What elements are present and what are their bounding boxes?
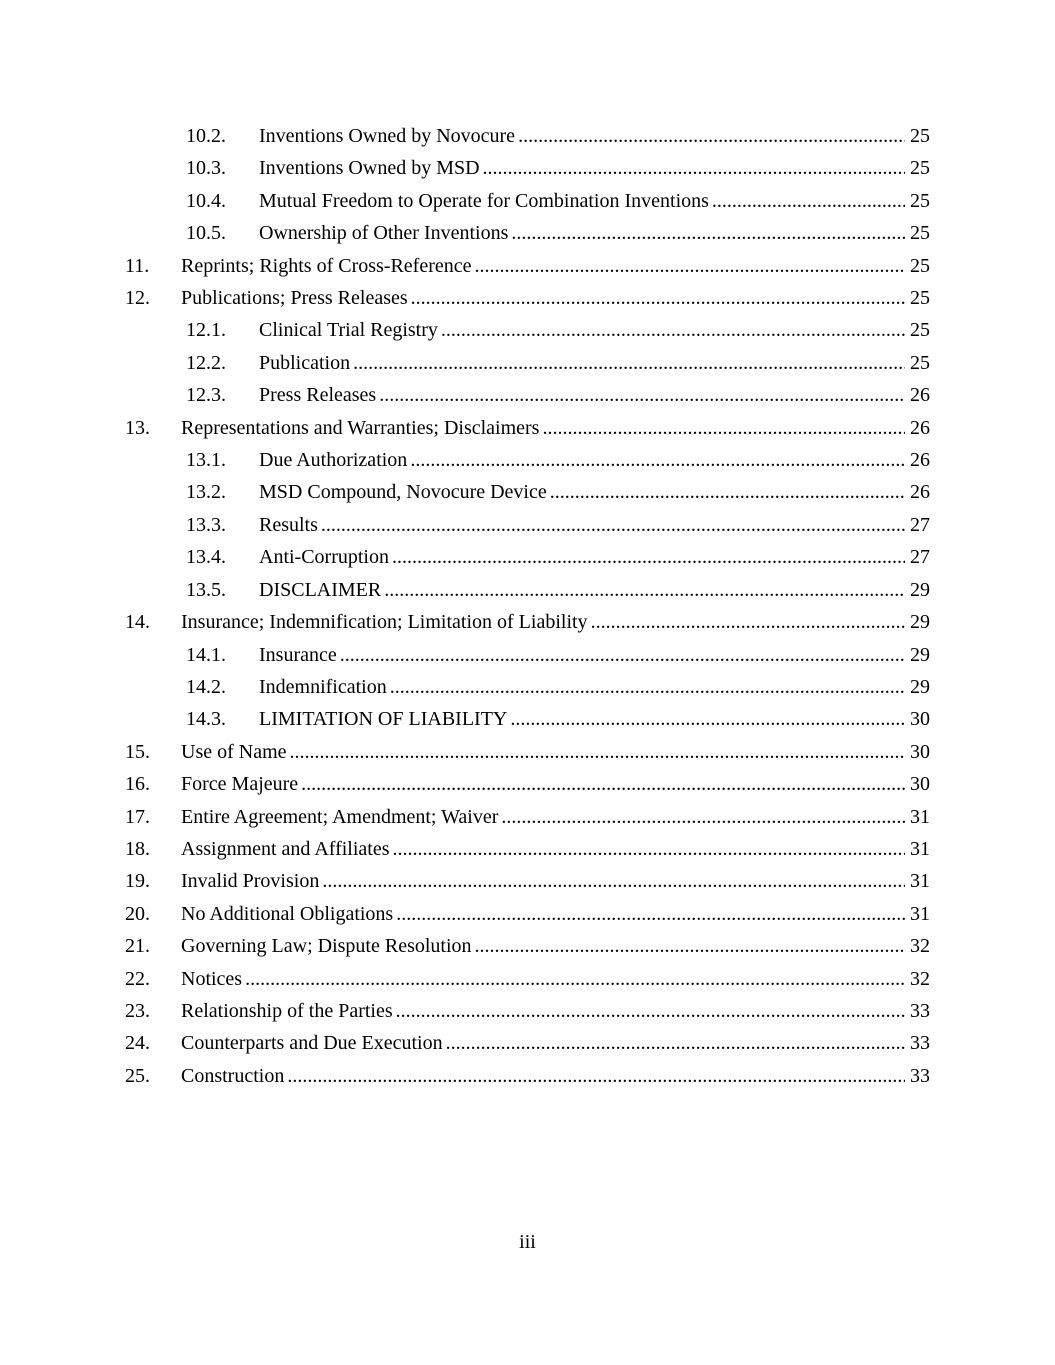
toc-entry-number: 10.4. <box>186 189 226 212</box>
toc-dot-leader <box>518 120 905 152</box>
toc-entry-page: 27 <box>910 546 930 569</box>
toc-entry-number: 14. <box>125 611 150 634</box>
toc-entry-number: 10.2. <box>186 125 226 147</box>
toc-dot-leader <box>510 703 905 735</box>
toc-entry-title: Indemnification <box>259 675 387 698</box>
toc-entry <box>125 444 930 476</box>
toc-entry-page: 33 <box>910 1064 930 1087</box>
toc-entry <box>125 671 930 703</box>
toc-dot-leader <box>475 250 906 282</box>
toc-dot-leader <box>396 995 905 1027</box>
toc-entry-title: Ownership of Other Inventions <box>259 222 509 245</box>
toc-entry-number: 12.2. <box>186 351 226 374</box>
toc-entry-page: 27 <box>910 513 930 536</box>
toc-dot-leader <box>392 541 905 573</box>
toc-entry-page: 26 <box>910 449 930 472</box>
toc-entry <box>125 541 930 573</box>
toc-entry-number: 10.5. <box>186 222 226 245</box>
toc-entry-number: 18. <box>125 837 150 860</box>
toc-entry-number: 11. <box>125 254 150 277</box>
toc-entry-title: Notices <box>181 967 243 990</box>
toc-dot-leader <box>483 152 905 184</box>
toc-entry <box>125 898 930 930</box>
toc-entry <box>125 347 930 379</box>
toc-entry-page: 25 <box>910 319 930 342</box>
toc-entry-title: Reprints; Rights of Cross-Reference <box>181 254 472 277</box>
toc-entry-number: 10.3. <box>186 157 226 180</box>
toc-entry <box>125 379 930 411</box>
toc-entry <box>125 768 930 800</box>
toc-entry <box>125 412 930 444</box>
toc-entry-page: 29 <box>910 611 930 634</box>
toc-dot-leader <box>475 930 905 962</box>
toc-entry-title: Insurance <box>259 643 337 666</box>
toc-dot-leader <box>542 412 905 444</box>
toc-dot-leader <box>501 801 905 833</box>
toc-dot-leader <box>321 509 905 541</box>
toc-dot-leader <box>322 865 905 897</box>
toc-entry-page: 25 <box>910 351 930 374</box>
toc-dot-leader <box>384 574 905 606</box>
toc-entry-title: Mutual Freedom to Operate for Combination Inventions <box>259 189 709 212</box>
toc-entry-number: 13.4. <box>186 546 226 569</box>
toc-entry-number: 13. <box>125 416 150 439</box>
toc-entry-number: 12. <box>125 287 150 310</box>
toc-entry <box>125 1027 930 1059</box>
toc-entry <box>125 1060 930 1092</box>
toc-entry <box>125 865 930 897</box>
toc-entry <box>125 801 930 833</box>
toc-entry-title: Inventions Owned by MSD <box>259 157 480 180</box>
toc-entry-title: Publications; Press Releases <box>181 287 408 310</box>
toc-entry-page: 33 <box>910 1032 930 1055</box>
toc-entry-number: 14.3. <box>186 708 226 731</box>
toc-dot-leader <box>441 314 905 346</box>
toc-entry <box>125 963 930 995</box>
toc-dot-leader <box>390 671 905 703</box>
toc-dot-leader <box>410 444 905 476</box>
toc-entry-number: 12.3. <box>186 384 226 407</box>
toc-entry-page: 25 <box>910 157 930 180</box>
toc-entry-title: Force Majeure <box>181 773 299 796</box>
toc-entry-page: 32 <box>910 935 930 958</box>
toc-entry-page: 26 <box>910 384 930 407</box>
toc-entry <box>125 574 930 606</box>
toc-entry-title: Inventions Owned by Novocure <box>259 125 516 147</box>
toc-entry-number: 13.5. <box>186 578 226 601</box>
toc-entry-number: 13.2. <box>186 481 226 504</box>
toc-dot-leader <box>245 963 905 995</box>
toc-dot-leader <box>353 347 905 379</box>
toc-entry <box>125 250 930 282</box>
toc-entry <box>125 930 930 962</box>
toc-entry-title: Counterparts and Due Execution <box>181 1032 443 1055</box>
toc-entry-number: 20. <box>125 902 150 925</box>
toc-entry-page: 29 <box>910 675 930 698</box>
toc-entry-page: 25 <box>910 287 930 310</box>
toc-entry-page: 31 <box>910 870 930 893</box>
toc-entry-title: Anti-Corruption <box>259 546 389 569</box>
toc-entry <box>125 703 930 735</box>
toc-entry-number: 16. <box>125 773 150 796</box>
toc-entry-title: Construction <box>181 1064 285 1087</box>
toc-entry-title: Due Authorization <box>259 449 408 472</box>
toc-entry-page: 32 <box>910 967 930 990</box>
toc-entry-title: DISCLAIMER <box>259 578 382 601</box>
toc-entry-page: 26 <box>910 481 930 504</box>
toc-entry <box>125 833 930 865</box>
toc-entry-title: Press Releases <box>259 384 377 407</box>
toc-entry-page: 26 <box>910 416 930 439</box>
toc-entry-title: Publication <box>259 351 351 374</box>
toc-entry-page: 25 <box>910 222 930 245</box>
toc-entry-number: 22. <box>125 967 150 990</box>
toc-dot-leader <box>712 185 905 217</box>
toc-entry <box>125 314 930 346</box>
toc-entry-page: 30 <box>910 708 930 731</box>
toc-entry <box>125 509 930 541</box>
toc-entry <box>125 639 930 671</box>
toc-entry-page: 25 <box>910 125 930 147</box>
toc-entry <box>125 152 930 184</box>
toc-entry <box>125 185 930 217</box>
toc-entry-page: 30 <box>910 773 930 796</box>
toc-entry <box>125 120 930 152</box>
toc-entry-page: 33 <box>910 999 930 1022</box>
toc-entry-page: 29 <box>910 578 930 601</box>
toc-entry <box>125 217 930 249</box>
toc-entry-title: MSD Compound, Novocure Device <box>259 481 547 504</box>
toc-entry-number: 25. <box>125 1064 150 1087</box>
toc-entry-title: Insurance; Indemnification; Limitation of Liability <box>181 611 588 634</box>
toc-entry-title: Results <box>259 513 318 536</box>
toc-entry-title: Entire Agreement; Amendment; Waiver <box>181 805 499 828</box>
toc-entry-number: 15. <box>125 740 150 763</box>
toc-entry-title: LIMITATION OF LIABILITY <box>259 708 508 731</box>
toc-entry-page: 31 <box>910 837 930 860</box>
toc-entry <box>125 736 930 768</box>
toc-entry-number: 14.1. <box>186 643 226 666</box>
toc-entry-number: 13.1. <box>186 449 226 472</box>
toc-entry-number: 14.2. <box>186 675 226 698</box>
toc-dot-leader <box>301 768 905 800</box>
toc-entry-page: 25 <box>910 189 930 212</box>
toc-entry-title: Representations and Warranties; Disclaimers <box>181 416 540 439</box>
toc-entry-number: 17. <box>125 805 150 828</box>
toc-entry-number: 23. <box>125 999 150 1022</box>
toc-entry-title: Assignment and Affiliates <box>181 837 390 860</box>
toc-entry-number: 21. <box>125 935 150 958</box>
table-of-contents <box>125 120 930 1092</box>
toc-entry-page: 25 <box>910 254 930 277</box>
toc-entry-title: Invalid Provision <box>181 870 320 893</box>
toc-entry-title: Relationship of the Parties <box>181 999 393 1022</box>
toc-entry <box>125 995 930 1027</box>
toc-entry-page: 30 <box>910 740 930 763</box>
toc-dot-leader <box>287 1060 905 1092</box>
page-footer-number: iii <box>519 1231 536 1253</box>
toc-dot-leader <box>396 898 905 930</box>
toc-dot-leader <box>340 639 905 671</box>
toc-entry-title: Governing Law; Dispute Resolution <box>181 935 472 958</box>
toc-dot-leader <box>511 217 905 249</box>
toc-dot-leader <box>393 833 906 865</box>
toc-entry-number: 12.1. <box>186 319 226 342</box>
toc-dot-leader <box>290 736 905 768</box>
toc-entry-title: Clinical Trial Registry <box>259 319 438 342</box>
toc-entry <box>125 282 930 314</box>
toc-entry-title: No Additional Obligations <box>181 902 394 925</box>
toc-entry-number: 13.3. <box>186 513 226 536</box>
toc-dot-leader <box>379 379 905 411</box>
toc-entry-number: 24. <box>125 1032 150 1055</box>
toc-entry-number: 19. <box>125 870 150 893</box>
toc-dot-leader <box>591 606 905 638</box>
toc-dot-leader <box>550 476 905 508</box>
toc-dot-leader <box>411 282 905 314</box>
toc-entry-title: Use of Name <box>181 740 287 763</box>
toc-entry <box>125 606 930 638</box>
toc-entry-page: 31 <box>910 902 930 925</box>
toc-dot-leader <box>446 1027 905 1059</box>
toc-entry <box>125 476 930 508</box>
toc-entry-page: 31 <box>910 805 930 828</box>
toc-entry-page: 29 <box>910 643 930 666</box>
